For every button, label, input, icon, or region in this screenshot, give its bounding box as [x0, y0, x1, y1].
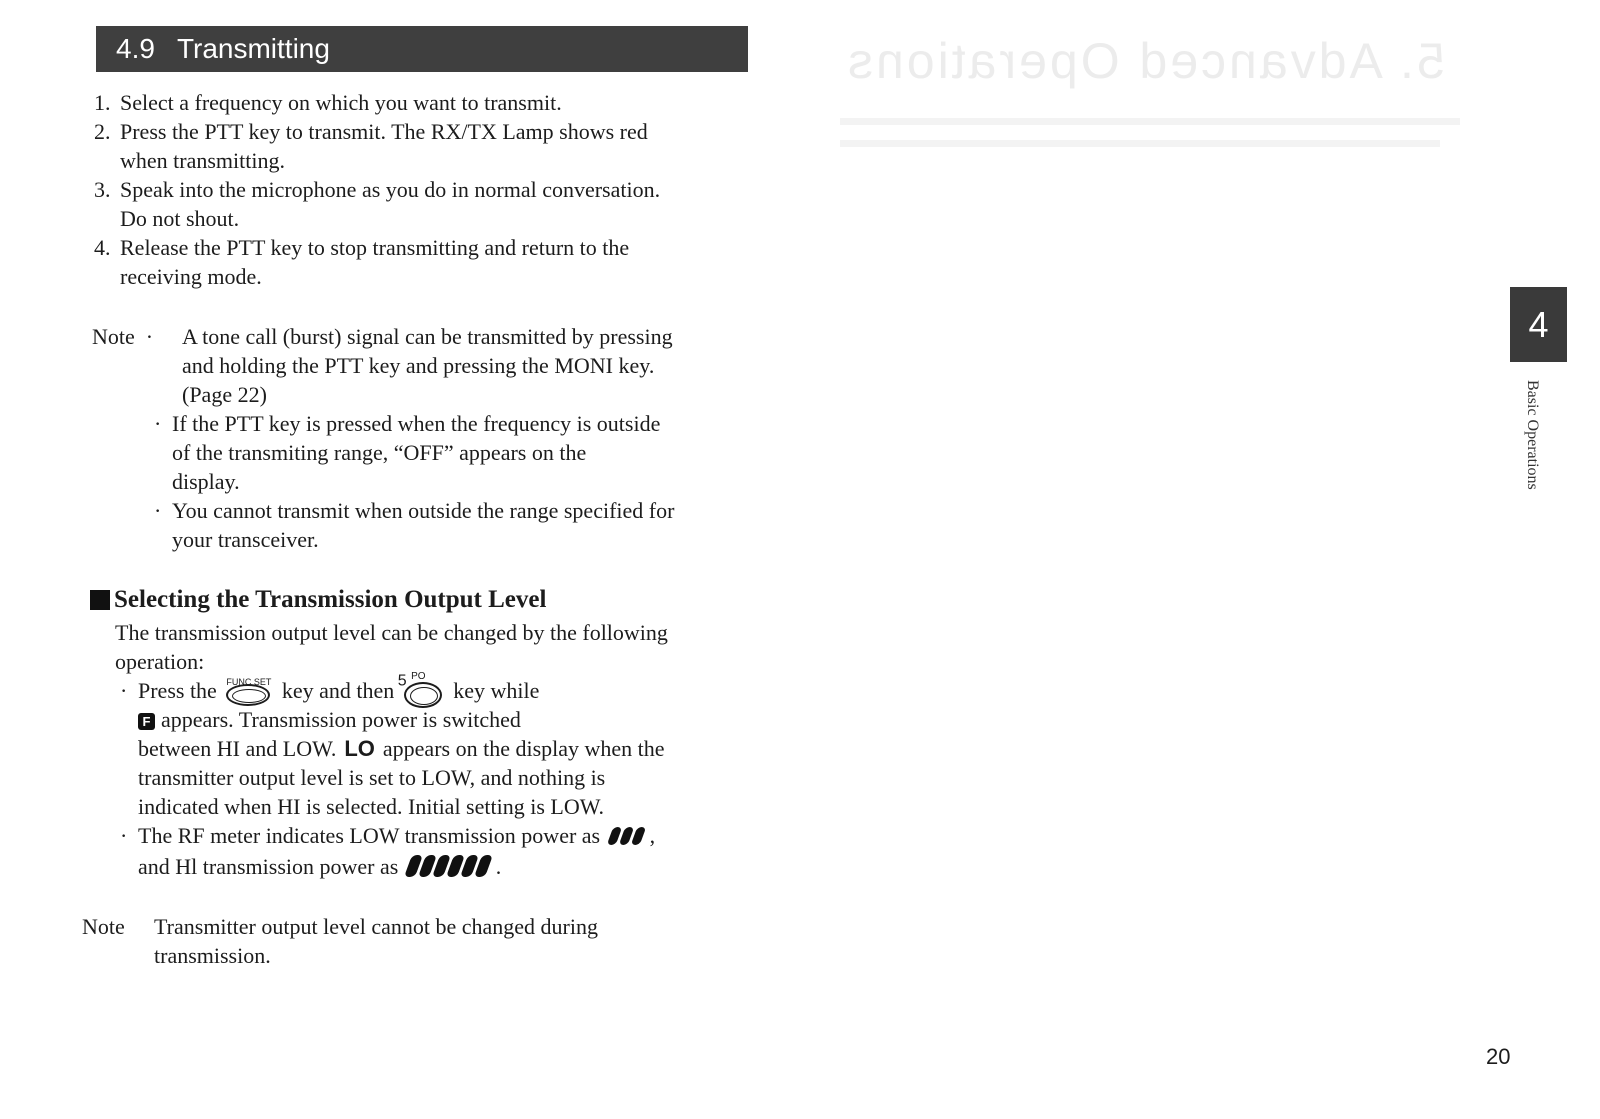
- bleed-through-line: [840, 118, 1460, 125]
- note-body: Transmitter output level cannot be changed during transmission.: [154, 914, 598, 968]
- f-indicator-icon: F: [138, 713, 155, 730]
- rf-meter-hi-icon: [408, 855, 492, 884]
- note-label: Note ·: [92, 324, 154, 349]
- step-item: 2. Press the PTT key to transmit. The RX/TX Lamp shows red when transmitting.: [94, 119, 648, 173]
- step-item: 1. Select a frequency on which you want to transmit.: [94, 90, 562, 115]
- note-label: Note: [82, 914, 125, 939]
- chapter-tab: 4: [1510, 287, 1567, 362]
- lo-indicator-icon: LO: [344, 736, 375, 761]
- heading-square-icon: [90, 590, 110, 610]
- bleed-through-line: [840, 140, 1440, 147]
- note-bullet: · If the PTT key is pressed when the frequency is outside of the transmiting range, “OFF” appears on the display.: [154, 411, 661, 494]
- func-set-key-icon: FUNC SET: [226, 682, 272, 704]
- page-number: 20: [1486, 1044, 1511, 1069]
- note-body: [154, 322, 748, 554]
- note-bullet: A tone call (burst) signal can be transmitted by pressing and holding the PTT key and pressing the MONI key. (Page 22): [182, 324, 673, 407]
- section-header: [96, 26, 748, 72]
- bullet-press-keys: · Press the FUNC SET key and then 5 $^{PO}$ key while F appears. Transmission power is switched between HI and LOW. LO appears on the display when the transmitter output level is set to LOW, and nothing is indicated when HI is selected. Initial setting is LOW.: [120, 670, 665, 819]
- subsection-intro: The transmission output level can be changed by the following operation:: [115, 620, 668, 674]
- bleed-through-title: 5. Advanced Operations: [845, 33, 1445, 89]
- subsection-heading: Selecting the Transmission Output Level: [90, 586, 546, 614]
- section-number: 4.9: [116, 33, 155, 64]
- rf-meter-low-icon: [610, 823, 646, 852]
- step-item: 4. Release the PTT key to stop transmitting and return to the receiving mode.: [94, 235, 630, 289]
- po-key-icon: 5 $^{PO}$: [404, 682, 444, 704]
- section-title: Transmitting: [176, 33, 330, 64]
- note-bullet: · You cannot transmit when outside the range specified for your transceiver.: [154, 498, 675, 552]
- chapter-tab-label: Basic Operations: [1524, 380, 1541, 490]
- bullet-rf-meter: · The RF meter indicates LOW transmission power as , and Hl transmission power as .: [120, 821, 740, 884]
- step-item: 3. Speak into the microphone as you do in normal conversation. Do not shout.: [94, 177, 661, 231]
- subsection-bullets: [120, 670, 740, 884]
- steps-list: [92, 88, 742, 291]
